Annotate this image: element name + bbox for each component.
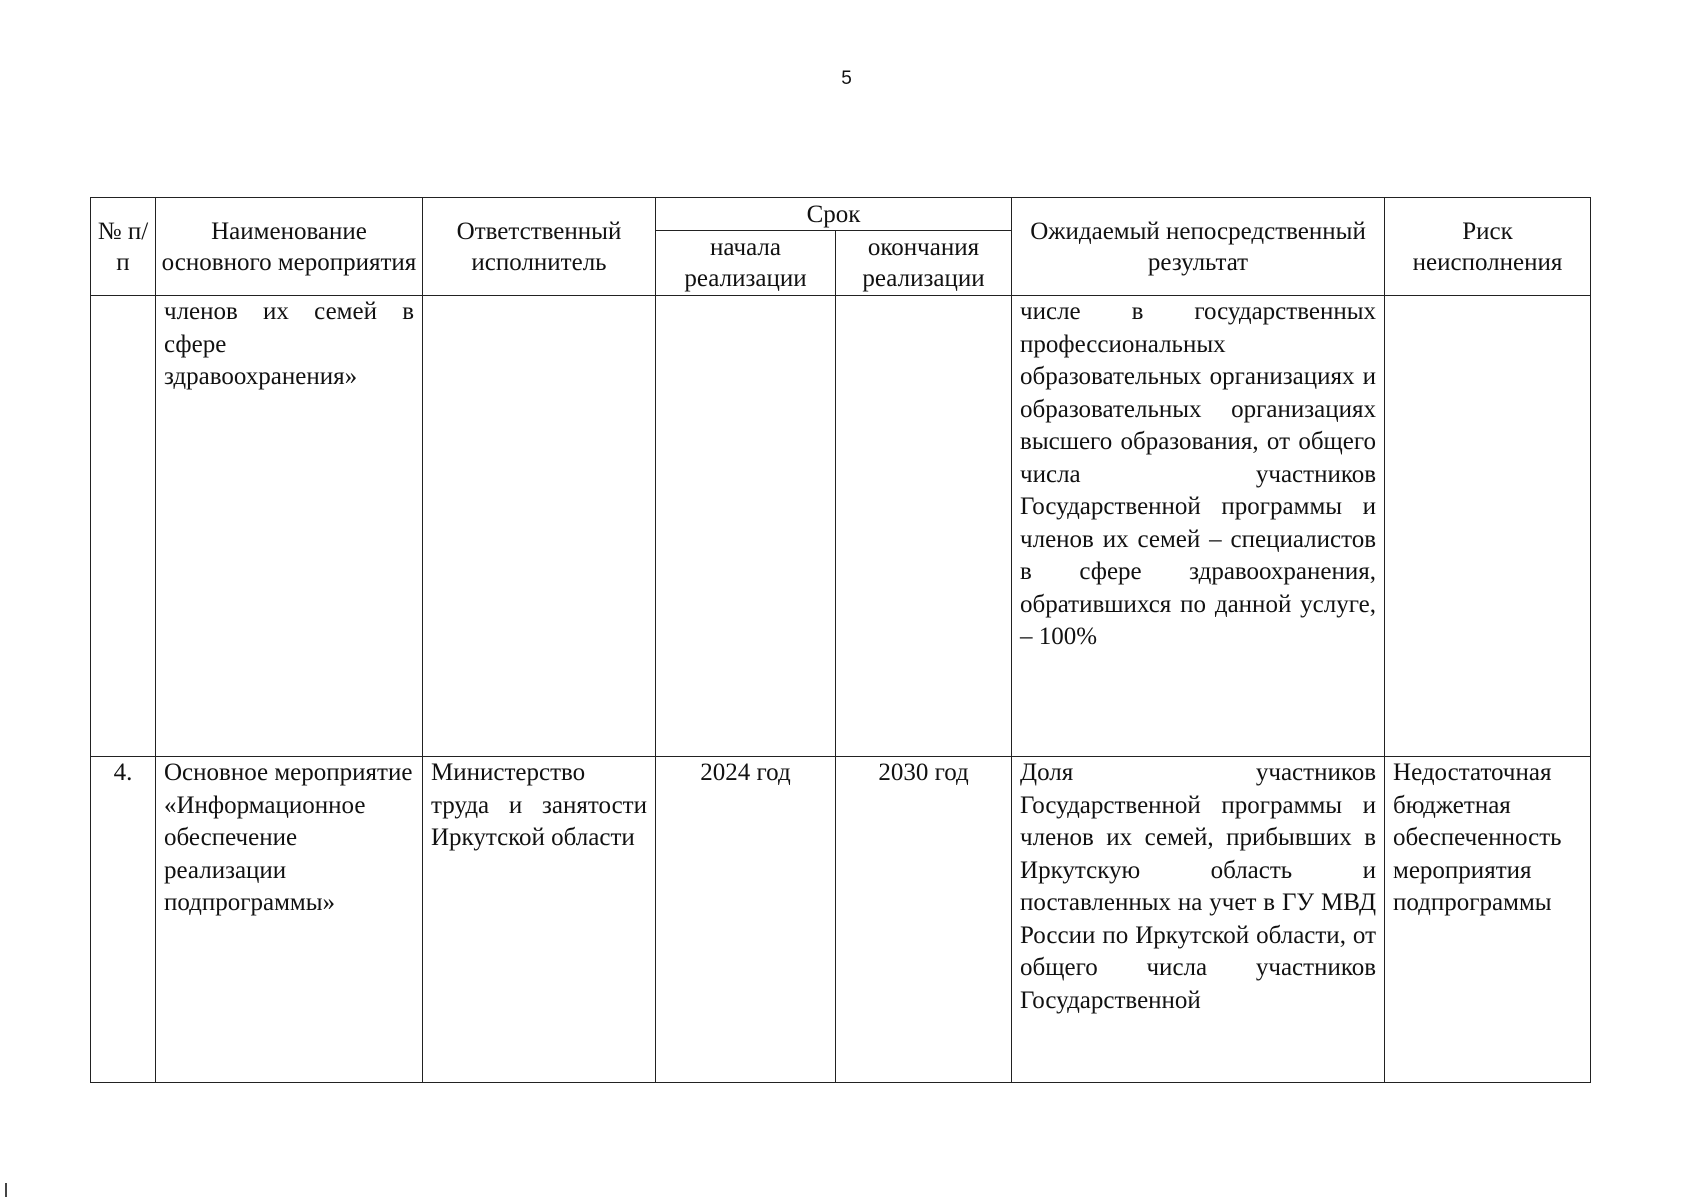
cell-result: числе в государственных профессиональных образовательных организациях и образовательных организациях высшего образования, от общего числа участников Государственной программы и членов их семей – специалистов в сфере здравоохранения, обратившихся по данной услуге, – 100% [1012, 296, 1385, 757]
page-number: 5 [841, 68, 852, 89]
table-row [91, 757, 1591, 1083]
cell-start: 2024 год [656, 757, 836, 1083]
cell-executor: Министерство труда и занятости Иркутской области [423, 757, 656, 1083]
table-row [91, 296, 1591, 757]
cell-end: 2030 год [836, 757, 1012, 1083]
header-start: начала реализации [656, 231, 836, 296]
cell-risk: Недостаточная бюджетная обеспеченность мероприятия подпрограммы [1385, 757, 1591, 1083]
header-executor: Ответственный исполнитель [423, 198, 656, 296]
header-risk: Риск неисполнения [1385, 198, 1591, 296]
header-name: Наименование основного мероприятия [156, 198, 423, 296]
cell-name: членов их семей в сфере здравоохранения» [156, 296, 423, 757]
cell-name: Основное мероприятие «Информационное обеспечение реализации подпрограммы» [156, 757, 423, 1083]
cell-executor [423, 296, 656, 757]
header-end: окончания реализации [836, 231, 1012, 296]
cell-num [91, 296, 156, 757]
header-result: Ожидаемый непосредственный результат [1012, 198, 1385, 296]
header-term: Срок [656, 198, 1012, 231]
measures-table [90, 197, 1591, 1083]
header-num: № п/п [91, 198, 156, 296]
cell-start [656, 296, 836, 757]
cell-result: Доля участников Государственной программы и членов их семей, прибывших в Иркутскую область и поставленных на учет в ГУ МВД России по Иркутской области, от общего числа участников Государственной [1012, 757, 1385, 1083]
scan-mark [5, 1183, 7, 1197]
cell-end [836, 296, 1012, 757]
cell-num: 4. [91, 757, 156, 1083]
cell-risk [1385, 296, 1591, 757]
